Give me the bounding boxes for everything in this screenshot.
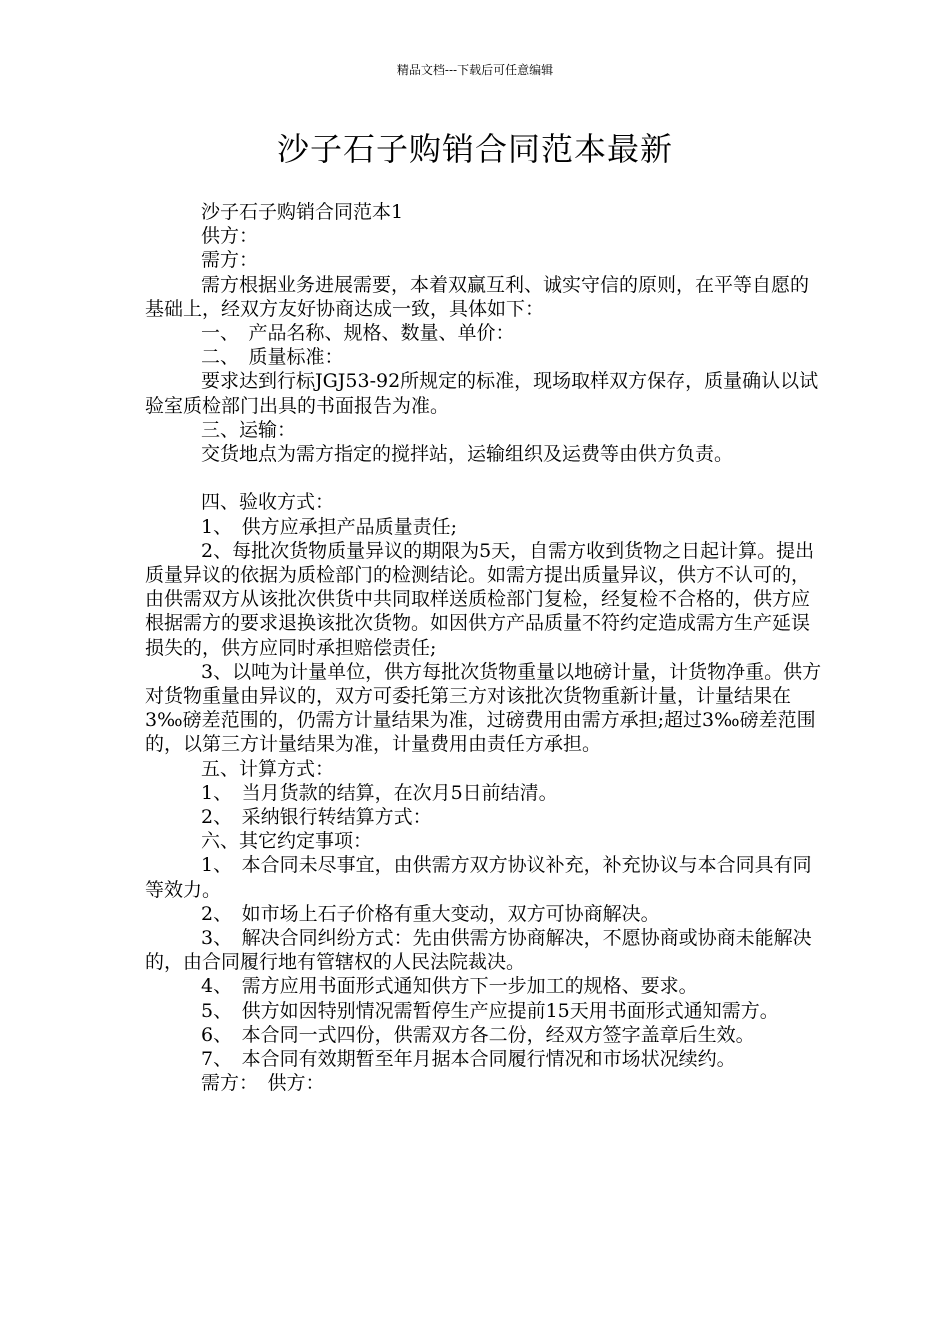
paragraph-other-4: 4、 需方应用书面形式通知供方下一步加工的规格、要求。 [201, 975, 698, 998]
signature-line: 需方： 供方： [201, 1072, 325, 1095]
paragraph-payment-2: 2、 采纳银行转结算方式： [201, 806, 432, 829]
paragraph-other-1: 1、 本合同未尽事宜，由供需方双方协议补充，补充协议与本合同具有同等效力。 [145, 854, 812, 901]
document-title: 沙子石子购销合同范本最新 [276, 130, 673, 168]
section-heading-quality: 二、 质量标准： [201, 346, 344, 369]
page-header: 精品文档---下载后可任意编辑 [396, 63, 554, 77]
section-heading-payment: 五、计算方式： [201, 757, 335, 780]
section-heading-transport: 三、运输： [201, 418, 297, 441]
paragraph-quality-standard: 要求达到行标JGJ53-92所规定的标准，现场取样双方保存，质量确认以试验室质检部门出具的书面报告为准。 [145, 370, 819, 417]
paragraph-other-2: 2、 如市场上石子价格有重大变动，双方可协商解决。 [201, 902, 660, 925]
section-heading-product: 一、 产品名称、规格、数量、单价： [201, 322, 515, 345]
paragraph-payment-1: 1、 当月货款的结算，在次月5日前结清。 [201, 781, 558, 804]
paragraph-other-6: 6、 本合同一式四份，供需双方各二份，经双方签字盖章后生效。 [201, 1023, 755, 1046]
paragraph-preamble: 需方根据业务进展需要，本着双赢互利、诚实守信的原则，在平等自愿的基础上，经双方友好协商达成一致，具体如下： [145, 273, 810, 320]
paragraph-buyer: 需方： [201, 249, 259, 272]
paragraph-other-7: 7、 本合同有效期暂至年月据本合同履行情况和市场状况续约。 [201, 1048, 736, 1071]
paragraph-contract-subtitle: 沙子石子购销合同范本1 [201, 201, 404, 223]
paragraph-transport: 交货地点为需方指定的搅拌站，运输组织及运费等由供方负责。 [201, 443, 734, 466]
paragraph-other-5: 5、 供方如因特别情况需暂停生产应提前15天用书面形式通知需方。 [201, 999, 779, 1022]
document-body [145, 200, 825, 1096]
paragraph-acceptance-3: 3、以吨为计量单位，供方每批次货物重量以地磅计量，计货物净重。供方对货物重量由异议的，双方可委托第三方对该批次货物重新计量，计量结果在3‰磅差范围的，仍需方计量结果为准，过磅费用由需方承担;超过3‰磅差范围的，以第三方计量结果为准，计量费用由责任方承担。 [145, 660, 822, 756]
paragraph-supplier: 供方： [201, 225, 259, 248]
paragraph-acceptance-2: 2、每批次货物质量异议的期限为5天，自需方收到货物之日起计算。提出质量异议的依据为质检部门的检测结论。如需方提出质量异议，供方不认可的，由供需双方从该批次供货中共同取样送质检部门复检，经复检不合格的，供方应根据需方的要求退换该批次货物。如因供方产品质量不符约定造成需方生产延误损失的，供方应同时承担赔偿责任; [145, 539, 815, 659]
section-heading-other: 六、其它约定事项： [201, 830, 373, 853]
blank-line [145, 466, 825, 490]
paragraph-acceptance-1: 1、 供方应承担产品质量责任; [201, 515, 457, 538]
paragraph-other-3: 3、 解决合同纠纷方式：先由供需方协商解决，不愿协商或协商未能解决的，由合同履行地有管辖权的人民法院裁决。 [145, 927, 812, 974]
section-heading-acceptance: 四、验收方式： [201, 491, 335, 514]
